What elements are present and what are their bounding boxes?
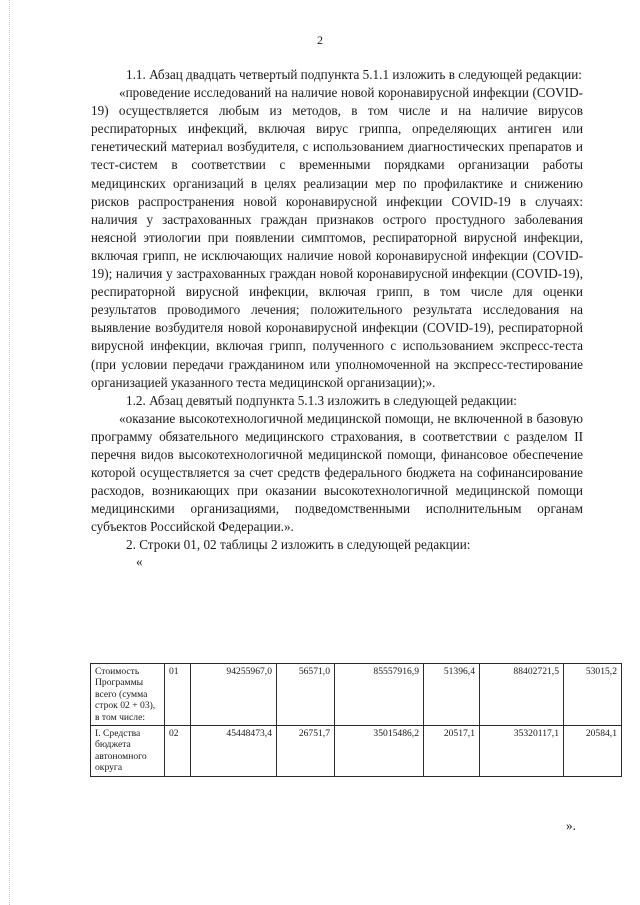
table-cell-code: 01 [165, 664, 191, 726]
table-cell-value: 20584,1 [564, 726, 622, 777]
paragraph-1-1-text: «проведение исследований на наличие новой коронавирусной инфекции (COVID-19) осуществляется любым из методов, в том числе и на наличие вирусов респираторных инфекций, включая вирус гриппа, определяющих антиген или генетический материал возбудителя, с использованием диагностических препаратов и тест-систем в соответствии с временными порядками организации работы медицинских организаций в целях реализации мер по профилактике и снижению рисков распространения новой коронавирусной инфекции COVID-19 в случаях: наличия у застрахованных граждан признаков острого простудного заболевания неясной этиологии при появлении симптомов, респираторной вирусной инфекции, включая грипп, не исключающих наличие новой коронавирусной инфекции (COVID-19); наличия у застрахованных граждан новой коронавирусной инфекции (COVID-19), респираторной вирусной инфекции, включая грипп, в том числе для оценки результатов проводимого лечения; положительного результата исследования на выявление возбудителя новой коронавирусной инфекции (COVID-19), респираторной вирусной инфекции, включая грипп, полученного с использованием экспресс-теста (при условии передачи гражданином или уполномоченной на экспресс-тестирование организацией указанного теста медицинской организации);». [91, 85, 583, 390]
table-cell-value: 26751,7 [277, 726, 335, 777]
paragraph-1-2-heading: 1.2. Абзац девятый подпункта 5.1.3 изложить в следующей редакции: [126, 392, 517, 408]
page-edge [9, 0, 11, 905]
table-cell-label: Стоимость Программы всего (сумма строк 02 + 03), в том числе: [91, 664, 165, 726]
table-cell-value: 53015,2 [564, 664, 622, 726]
page-number: 2 [317, 33, 323, 47]
paragraph-1-1-heading: 1.1. Абзац двадцать четвертый подпункта 5.1.1 изложить в следующей редакции: [126, 67, 582, 82]
table-2-rows [90, 663, 622, 777]
table-cell-value: 94255967,0 [191, 664, 277, 726]
table-cell-label: I. Средства бюджета автономного округа [91, 726, 165, 777]
table-cell-value: 20517,1 [424, 726, 480, 777]
table-cell-value: 56571,0 [277, 664, 335, 726]
paragraph-1-2-text: «оказание высокотехнологичной медицинской помощи, не включенной в базовую программу обязательного медицинского страхования, в соответствии с разделом II перечня видов высокотехнологичной медицинской помощи, финансовое обеспечение которой осуществляется за счет средств федерального бюджета на софинансирование расходов, возникающих при оказании высокотехнологичной медицинской помощи медицинскими организациями, подведомственными исполнительным органам субъектов Российской Федерации.». [91, 410, 583, 535]
table-row [91, 664, 622, 726]
table-row [91, 726, 622, 777]
table-cell-value: 51396,4 [424, 664, 480, 726]
table-cell-value: 88402721,5 [480, 664, 564, 726]
table-cell-value: 35015486,2 [335, 726, 424, 777]
table-cell-value: 45448473,4 [191, 726, 277, 777]
document-body [91, 66, 583, 569]
table-cell-value: 85557916,9 [335, 664, 424, 726]
open-quote: « [136, 553, 143, 569]
paragraph-2-heading: 2. Строки 01, 02 таблицы 2 изложить в следующей редакции: [126, 537, 471, 553]
close-quote: ». [566, 818, 576, 833]
table-cell-code: 02 [165, 726, 191, 777]
table-cell-value: 35320117,1 [480, 726, 564, 777]
